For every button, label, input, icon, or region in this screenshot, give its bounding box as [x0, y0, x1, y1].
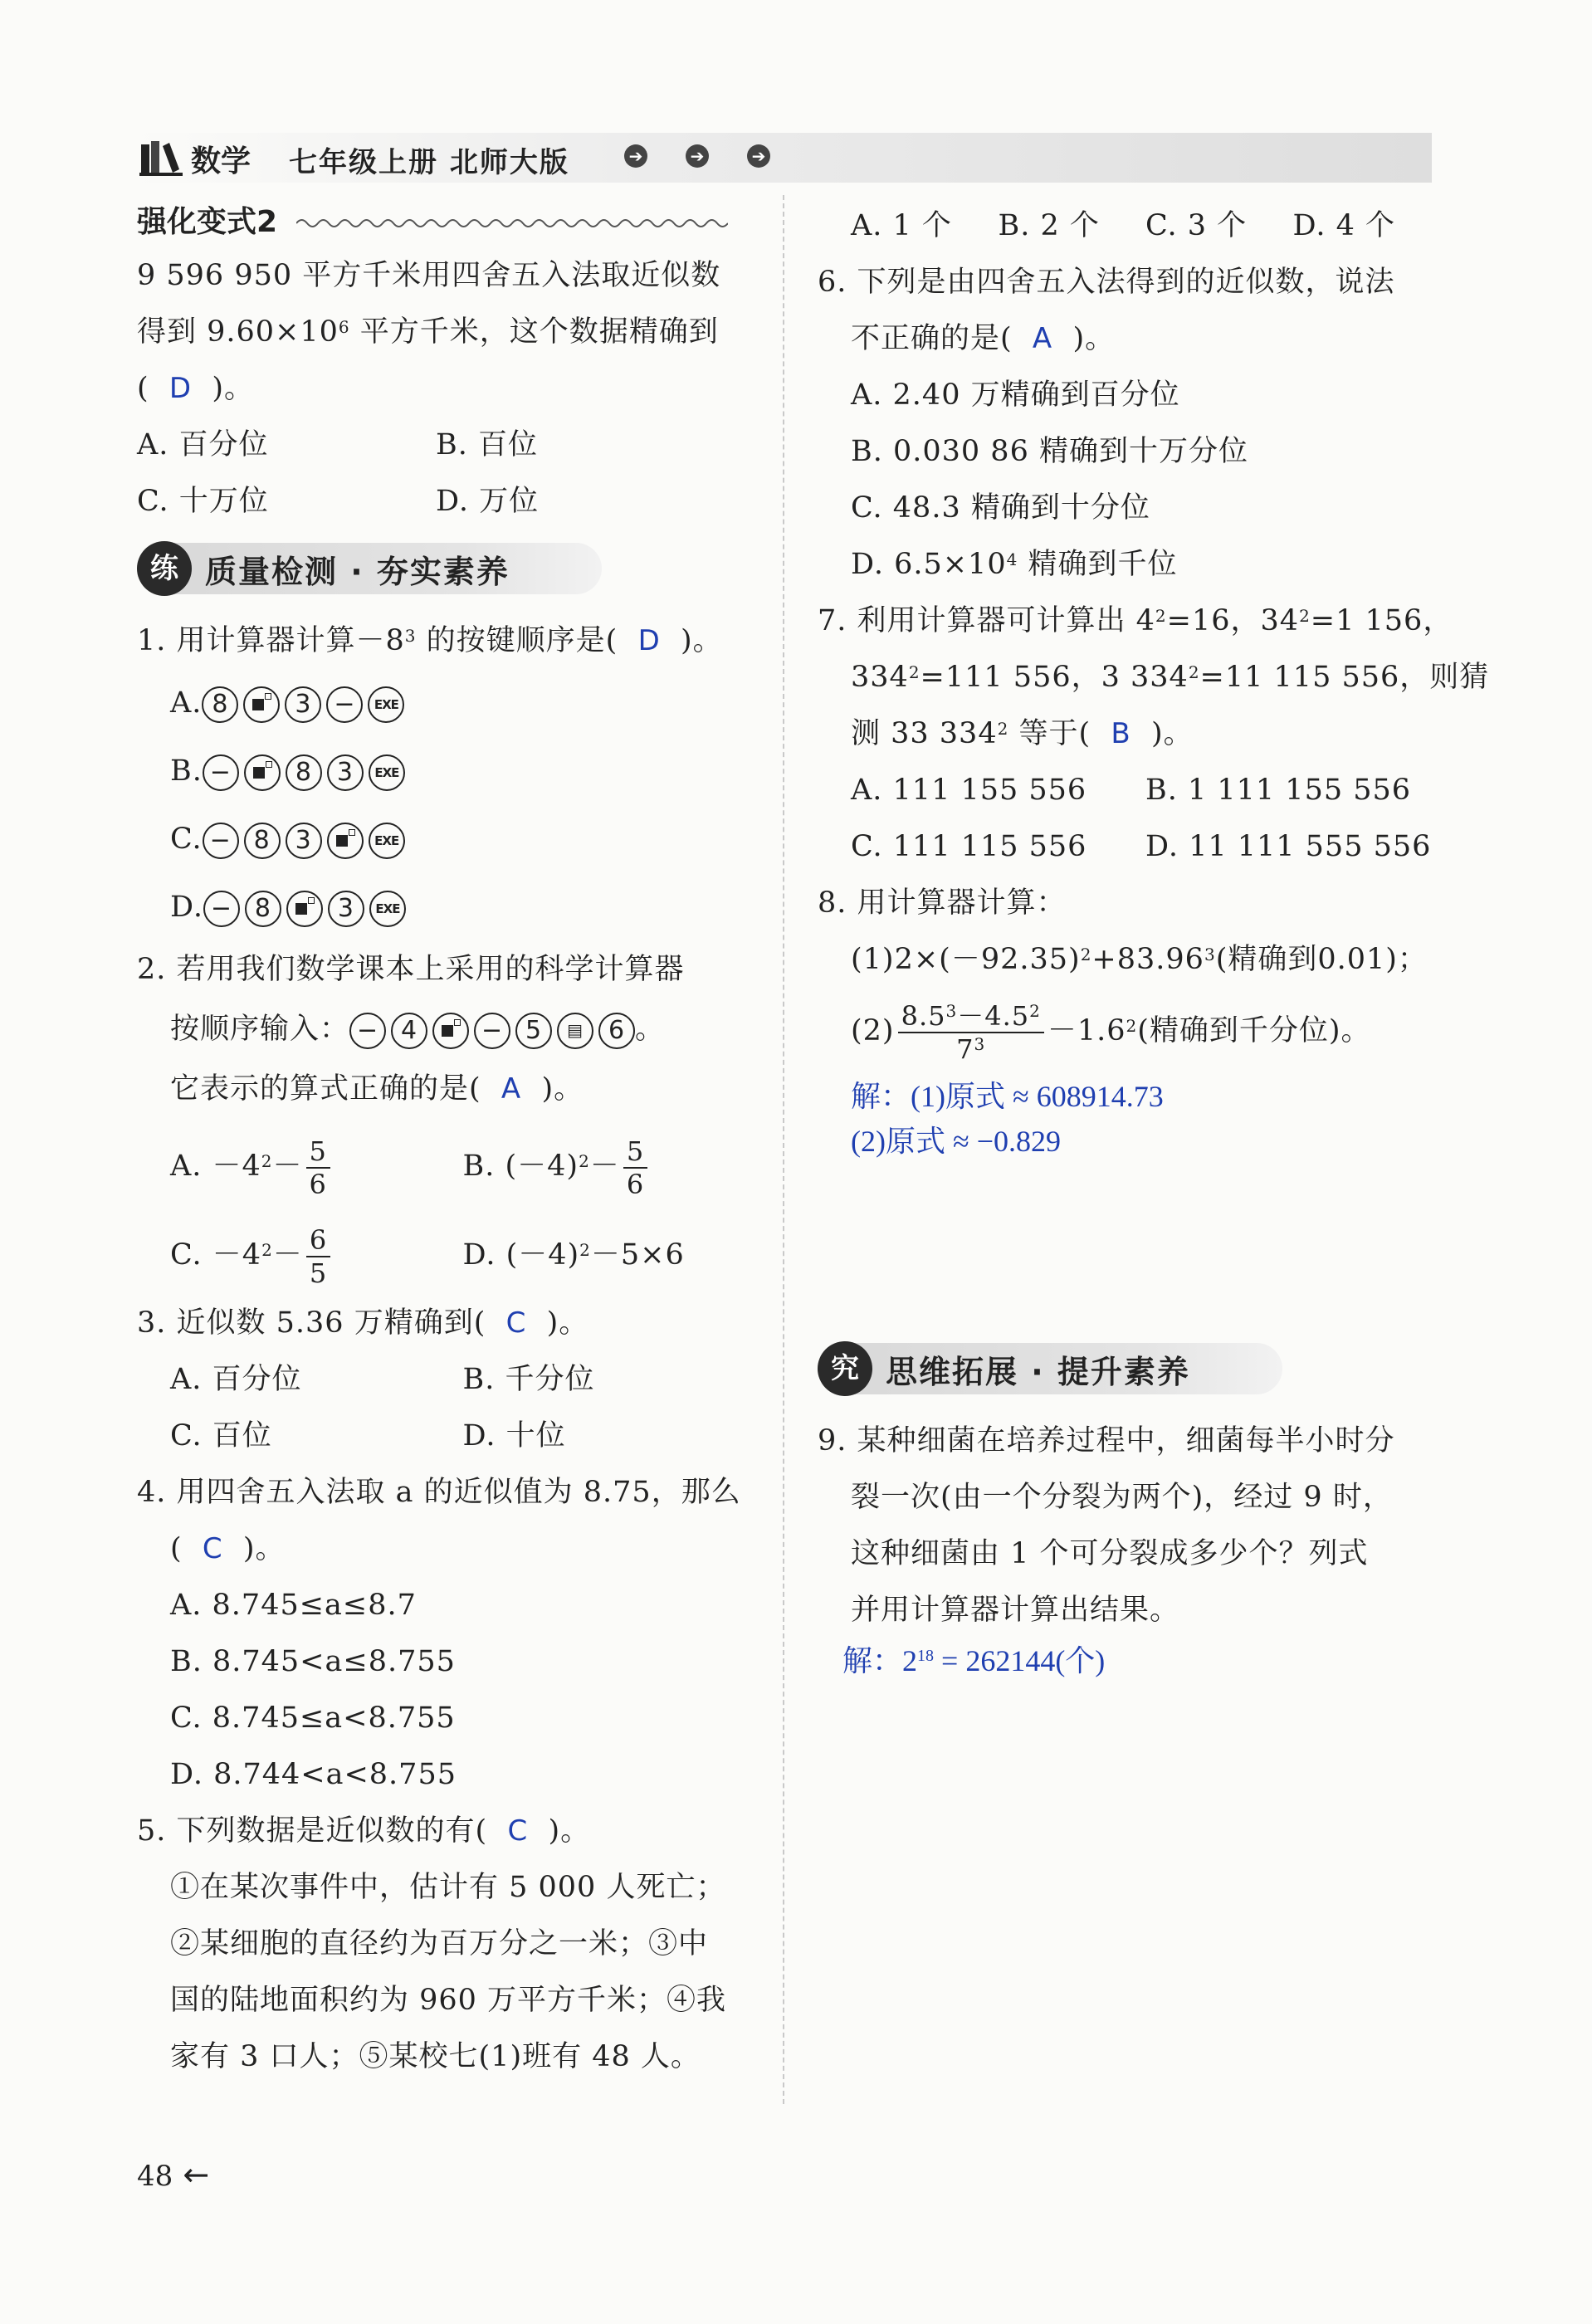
q1-option-a: A. 8 3 − EXE — [137, 669, 755, 737]
key-power-icon — [286, 891, 323, 927]
key-minus-icon: − — [326, 686, 363, 723]
q6-line-2: 不正确的是( A )。 — [851, 322, 1116, 355]
q1-option-d: D. − 8 3 EXE — [137, 873, 755, 941]
q4-answer-line: ( C )。 — [170, 1532, 286, 1565]
q7-options-1: A. 111 155 556 B. 1 111 155 556 — [851, 774, 1412, 807]
q2-answer: A — [501, 1072, 522, 1106]
q5-line-2: ②某细胞的直径约为百万分之一米；③中 — [170, 1927, 709, 1960]
q4-option-d: D. 8.744<a<8.755 — [170, 1758, 457, 1791]
key-fraction-icon: ▤ — [557, 1013, 593, 1049]
section-thinking-extension — [818, 1340, 1440, 1398]
key-minus-icon: − — [203, 823, 239, 859]
q3-options-2: C. 百位 D. 十位 — [170, 1419, 566, 1452]
key-8-icon: 8 — [202, 686, 238, 723]
q2-options-1: A. $-4^2-$ $\frac{5}{6}$ B. $(-4)^2-$ $\frac{5}{6}$ — [137, 1117, 755, 1215]
q9-line-4: 并用计算器计算出结果。 — [851, 1594, 1180, 1627]
q2-options-2: C. $-4^2-$ $\frac{6}{5}$ D. $(-4)^2-5\times 6$ — [170, 1223, 685, 1289]
wavy-underline-icon — [296, 215, 728, 232]
q9-line-3: 这种细菌由 1 个可分裂成多少个？列式 — [851, 1537, 1369, 1570]
q5-line-4: 家有 3 口人；⑤某校七(1)班有 48 人。 — [170, 2040, 701, 2073]
q7-line-3: 测 33 $334^2$ 等于( B )。 — [851, 717, 1194, 750]
q5-line-1: ①在某次事件中，估计有 5 000 人死亡； — [170, 1871, 726, 1904]
q6-option-d: D. $6.5\times 10^4$ 精确到千位 — [851, 548, 1178, 581]
q1-answer: D — [637, 624, 661, 657]
key-5-icon: 5 — [515, 1013, 552, 1049]
q6-option-b: B. 0.030 86 精确到十万分位 — [851, 435, 1248, 468]
key-exe-icon: EXE — [369, 891, 406, 927]
key-exe-icon: EXE — [369, 754, 405, 791]
q6-option-a: A. 2.40 万精确到百分位 — [851, 378, 1180, 412]
q1-option-b: B. − 8 3 EXE — [137, 737, 755, 805]
arrow-right-icon: ➔ — [624, 144, 647, 168]
column-divider — [783, 195, 784, 2104]
key-6-icon: 6 — [598, 1013, 635, 1049]
q7-line-2: $334^2=111$ 556，3 $334^2=11$ 115 556，则猜 — [851, 661, 1490, 694]
section-badge: 究 — [818, 1341, 872, 1396]
variant-options-2: C. 十万位 D. 万位 — [137, 485, 540, 518]
q6-option-c: C. 48.3 精确到十分位 — [851, 491, 1150, 525]
variant-answer: D — [168, 372, 193, 405]
q3-stem: 3. 近似数 5.36 万精确到( C )。 — [137, 1306, 589, 1340]
q2-line-1: 2. 若用我们数学课本上采用的科学计算器 — [137, 953, 685, 986]
section-title: 思维拓展 · 提升素养 — [886, 1354, 1190, 1390]
key-exe-icon: EXE — [368, 686, 404, 723]
section-quality-check — [137, 540, 755, 598]
q5-options: A. 1 个 B. 2 个 C. 3 个 D. 4 个 — [851, 209, 1395, 242]
key-minus-icon: − — [349, 1013, 386, 1049]
q4-answer: C — [202, 1532, 223, 1565]
arrow-right-icon: ➔ — [747, 144, 770, 168]
key-3-icon: 3 — [328, 891, 364, 927]
variant-line-2: 得到 $9.60\times 10^6$ 平方千米，这个数据精确到 — [137, 315, 719, 349]
q2-line-3: 它表示的算式正确的是( A )。 — [170, 1072, 584, 1106]
key-4-icon: 4 — [391, 1013, 427, 1049]
q8-solution-1: 解：(1)原式 ≈ 608914.73 — [851, 1080, 1164, 1113]
q2-line-2: 按顺序输入： − 4 − 5 ▤ 6 。 — [137, 998, 755, 1061]
key-8-icon: 8 — [286, 754, 322, 791]
left-column — [137, 198, 755, 2085]
q8-part-1: $(1)2\times(-92.35)^2+83.96^3$(精确到0.01)； — [851, 943, 1428, 976]
q6-line-1: 6. 下列是由四舍五入法得到的近似数，说法 — [818, 266, 1395, 299]
key-3-icon: 3 — [327, 754, 364, 791]
key-minus-icon: − — [474, 1013, 510, 1049]
right-column — [818, 198, 1490, 1683]
key-square-icon — [432, 1013, 469, 1049]
q7-options-2: C. 111 115 556 D. 11 111 555 556 — [851, 830, 1432, 863]
variant-title: 强化变式2 — [137, 205, 278, 239]
header-arrows — [624, 144, 770, 168]
key-minus-icon: − — [203, 891, 240, 927]
q3-options-1: A. 百分位 B. 千分位 — [170, 1363, 595, 1396]
q1-option-c: C. − 8 3 EXE — [137, 805, 755, 873]
key-3-icon: 3 — [285, 686, 321, 723]
variant-line-1: 9 596 950 平方千米用四舍五入法取近似数 — [137, 259, 721, 292]
q9-line-2: 裂一次(由一个分裂为两个)，经过 9 时， — [851, 1481, 1393, 1514]
q4-stem: 4. 用四舍五入法取 a 的近似值为 8.75，那么 — [137, 1476, 741, 1509]
q6-answer: A — [1032, 322, 1053, 355]
key-8-icon: 8 — [245, 891, 281, 927]
q3-answer: C — [505, 1306, 527, 1340]
q8-title: 8. 用计算器计算： — [818, 886, 1067, 920]
q7-line-1: 7. 利用计算器可计算出 $4^2=16$，$34^2=1$ 156， — [818, 604, 1453, 637]
variant-options-1: A. 百分位 B. 百位 — [137, 428, 538, 461]
key-3-icon: 3 — [286, 823, 322, 859]
page-header — [133, 133, 1432, 183]
q9-solution: 解：$2^{18} = 262144$(个) — [842, 1644, 1106, 1677]
section-badge: 练 — [137, 541, 192, 596]
q4-option-c: C. 8.745≤a<8.755 — [170, 1702, 456, 1735]
q7-answer: B — [1111, 717, 1131, 750]
q8-part-2: (2) $\frac{8.5^3-4.5^2}{7^3}$ $-1.6^2$(精确到千分位)。 — [851, 999, 1371, 1065]
arrow-left-icon: ← — [183, 2156, 210, 2193]
arrow-right-icon: ➔ — [686, 144, 709, 168]
subject-title: 数学 — [191, 144, 251, 178]
key-power-icon — [244, 754, 281, 791]
key-power-icon — [327, 823, 364, 859]
book-logo-icon — [139, 139, 183, 176]
key-exe-icon: EXE — [369, 823, 405, 859]
q4-option-b: B. 8.745<a≤8.755 — [170, 1645, 456, 1678]
book-title: 七年级上册 北师大版 — [289, 146, 569, 179]
q8-solution-2: (2)原式 ≈ −0.829 — [851, 1125, 1062, 1158]
key-8-icon: 8 — [244, 823, 281, 859]
q9-line-1: 9. 某种细菌在培养过程中，细菌每半小时分 — [818, 1424, 1395, 1457]
page-number: 48 — [137, 2160, 173, 2193]
key-power-icon — [243, 686, 280, 723]
q5-answer: C — [507, 1814, 529, 1848]
q1-stem: 1. 用计算器计算$-8^3$ 的按键顺序是( D )。 — [137, 624, 723, 657]
q4-option-a: A. 8.745≤a≤8.7 — [170, 1589, 417, 1622]
section-title: 质量检测 · 夯实素养 — [205, 554, 510, 590]
key-minus-icon: − — [203, 754, 239, 791]
q5-line-3: 国的陆地面积约为 960 万平方千米；④我 — [170, 1984, 727, 2017]
variant-heading — [137, 198, 755, 247]
q5-stem: 5. 下列数据是近似数的有( C )。 — [137, 1814, 591, 1848]
page-footer — [137, 2156, 209, 2193]
variant-answer-line: ( D )。 — [137, 372, 254, 405]
